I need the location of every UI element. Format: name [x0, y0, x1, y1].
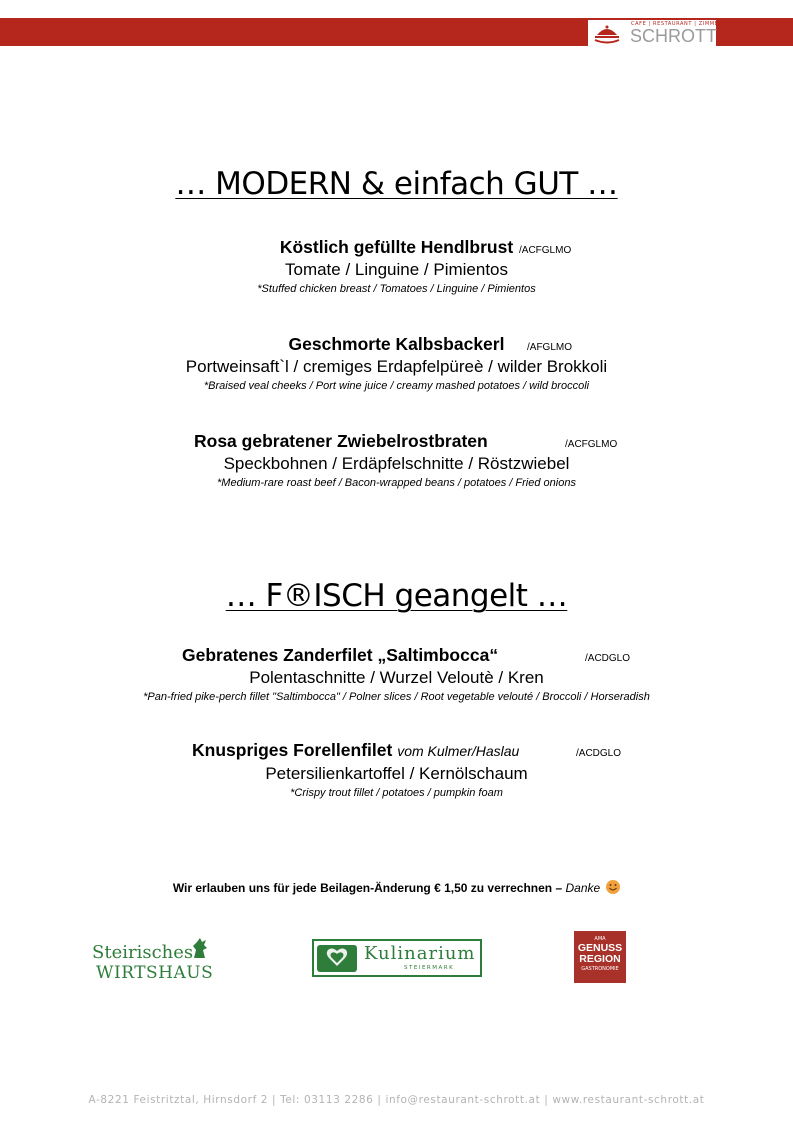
dish-zwiebelrostbraten	[0, 430, 793, 491]
cloche-icon	[592, 21, 622, 45]
dish-sides: Polentaschnitte / Wurzel Veloutè / Kren	[249, 668, 544, 687]
steiermark-badge-icon	[317, 945, 357, 972]
footer-contact: A-8221 Feistritztal, Hirnsdorf 2 | Tel: 03113 2286 | info@restaurant-schrott.at | www.restaurant-schrott.at	[88, 1094, 705, 1106]
dish-english: *Stuffed chicken breast / Tomatoes / Linguine / Pimientos	[257, 283, 536, 295]
dish-english: *Braised veal cheeks / Port wine juice / creamy mashed potatoes / wild broccoli	[203, 380, 590, 392]
dish-origin: vom Kulmer/Haslau	[397, 743, 520, 759]
dish-sides: Portweinsaft`l / cremiges Erdapfelpüreè / wilder Brokkoli	[185, 357, 608, 376]
allergen-codes: /ACDGLO	[585, 653, 631, 664]
note-thanks: Danke	[565, 881, 601, 895]
note-text: Wir erlauben uns für jede Beilagen-Änderung € 1,50 zu verrechnen –	[172, 881, 566, 895]
smiley-icon	[606, 880, 620, 894]
dish-english: *Pan-fried pike-perch fillet "Saltimbocca" / Polner slices / Root vegetable velouté / Broccoli / Horseradish	[143, 691, 650, 703]
dish-kalbsbackerl	[0, 333, 793, 394]
kulinarium-logo: Kulinarium STEIERMARK	[312, 939, 482, 977]
dish-sides: Speckbohnen / Erdäpfelschnitte / Röstzwiebel	[223, 454, 570, 473]
dish-name: Rosa gebratener Zwiebelrostbraten	[194, 431, 488, 451]
panther-icon	[190, 936, 210, 960]
section-title-fisch: … F®ISCH geangelt …	[225, 578, 568, 614]
allergen-codes: /ACFGLMO	[519, 245, 572, 256]
dish-name: Geschmorte Kalbsbackerl	[288, 334, 505, 354]
dish-name: Knuspriges Forellenfilet	[192, 740, 393, 760]
dish-english: *Crispy trout fillet / potatoes / pumpkin foam	[290, 787, 503, 799]
logo-subtitle: CAFE | RESTAURANT | ZIMMER	[631, 21, 723, 27]
dish-name: Köstlich gefüllte Hendlbrust	[279, 237, 514, 257]
allergen-codes: /AFGLMO	[527, 342, 573, 353]
dish-sides: Petersilienkartoffel / Kernölschaum	[265, 764, 528, 783]
dish-zanderfilet	[0, 644, 793, 705]
dish-forellenfilet	[0, 739, 793, 801]
section-title-modern: … MODERN & einfach GUT …	[175, 166, 618, 202]
logo-name: SCHROTT	[630, 26, 717, 46]
allergen-codes: /ACDGLO	[576, 748, 622, 759]
dish-hendlbrust	[0, 236, 793, 297]
dish-sides: Tomate / Linguine / Pimientos	[284, 260, 508, 279]
dish-name: Gebratenes Zanderfilet „Saltimbocca“	[182, 645, 499, 665]
steirisches-wirtshaus-logo: Steirisches WIRTSHAUS	[92, 936, 232, 986]
dish-english: *Medium-rare roast beef / Bacon-wrapped beans / potatoes / Fried onions	[217, 477, 576, 489]
allergen-codes: /ACFGLMO	[565, 439, 618, 450]
surcharge-note	[0, 880, 793, 895]
genuss-region-logo: AMA GENUSS REGION GASTRONOMIE	[574, 931, 626, 983]
